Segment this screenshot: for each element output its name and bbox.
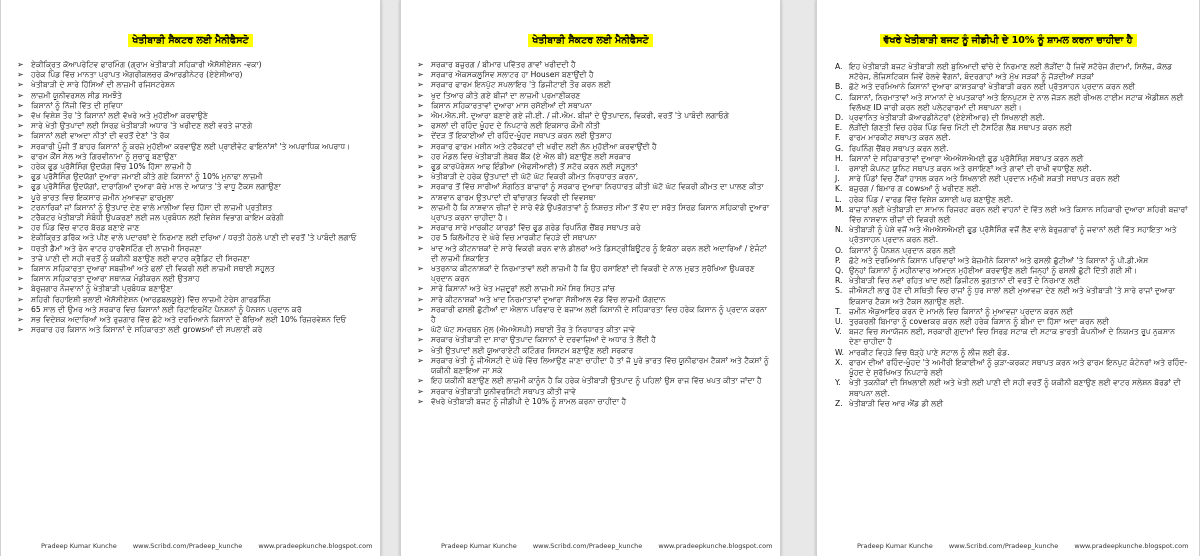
list-item: ➢ ਘੱਟੋ ਘੱਟ ਸਮਰਥਨ ਮੁੱਲ (ਐਮਐਸਪੀ) ਸਥਾਈ ਤੌਰ ਤੇ ਨਿਰਧਾਰਤ ਕੀਤਾ ਜਾਵੇ	[417, 325, 772, 335]
list-item: ➢ ਫੂਡ ਪ੍ਰੋਸੈਸਿੰਗ ਉਦਯੋਗਾਂ ਦੁਆਰਾ ਜਮਾਈ ਕੀਤੇ ਗਏ ਕਿਸਾਨਾਂ ਨੂੰ 10% ਮੁਨਾਫਾ ਲਾਜ਼ਮੀ	[17, 172, 372, 182]
item-marker: Y.	[835, 378, 841, 388]
item-text: ਲੋੜੀਂਦੀ ਗਿਣਤੀ ਵਿਚ ਹਰੇਕ ਪਿੰਡ ਵਿਚ ਮਿੱਟੀ ਦੀ ਟੈਸਟਿੰਗ ਲੈਬ ਸਥਾਪਤ ਕਰਨ ਲਈ	[849, 123, 1072, 133]
list-item: ➢ ਫੂਡ ਕਾਰਪੋਰੇਸ਼ਨ ਆਫ ਇੰਡੀਆ (ਐਫਸੀਆਈ) ਤੋਂ ਸਟੋਰ ਕਰਨ ਲਈ ਸਹੂਲਤਾਂ	[417, 162, 772, 172]
manifesto-list	[417, 60, 772, 407]
item-text: ਫਾਰਮ ਮਾਰਕੀਟ ਸਥਾਪਤ ਕਰਨ ਲਈ.	[849, 133, 951, 143]
list-item: ➢ ਸਾਰੇ ਕਿਸਾਨਾਂ ਅਤੇ ਖੇਤ ਮਜ਼ਦੂਰਾਂ ਲਈ ਲਾਜ਼ਮੀ ਸਮੇਂ ਸਿਰ ਸਿਹਤ ਜਾਂਚ	[417, 284, 772, 294]
list-item	[835, 133, 1189, 143]
list-item: ➢ ਸਾਰੇ ਖੇਤੀ ਉਤਪਾਦਾਂ ਲਈ ਸਿਰਫ਼ ਖੇਤੀਬਾੜੀ ਅਧਾਰ 'ਤੇ ਖਰੀਦਣ ਲਈ ਵਰਤੇ ਜਾਣਗੇ	[17, 121, 372, 131]
item-text: ਖੇਤੀਬਾੜੀ ਵਿਚ ਆਰ ਐਂਡ ਡੀ ਲਈ	[849, 398, 944, 408]
item-marker: M.	[835, 204, 844, 214]
item-text: ਰਸਾਈ ਕੰਪਨਟ ਯੂਨਿਟ ਸਥਾਪਤ ਕਰਨ ਅਤੇ ਰਸਾਇਣਾਂ ਅਤੇ ਗਾਵਾਂ ਦੀ ਰਾਖੀ ਵਧਾਉਣ ਲਈ.	[849, 164, 1092, 174]
footer-scribd: www.Scribd.com/Pradeep_kunche	[132, 542, 243, 550]
list-item: ➢ ਸਰਕਾਰ ਖੇਤੀ ਨੂੰ ਜੀਐਸਟੀ ਦੇ ਘੇਰੇ ਵਿੱਚ ਲਿਆਉਣ ਜਾਣਾ ਚਾਹੀਦਾ ਹੈ ਤਾਂ ਜੋ ਪੂਰੇ ਭਾਰਤ ਵਿੱਚ ਯੂਨੀਫਾਰਮ ਟੈਕਸਾਂ ਅਤੇ ਟੈਕਸਾਂ ਨੂੰ ਯਕੀਨੀ ਬਣਾਇਆ ਜਾ ਸਕੇ	[417, 356, 772, 376]
list-item	[835, 266, 1189, 276]
footer-author: Pradeep Kumar Kunche	[441, 542, 517, 550]
list-item: ➢ ਵੱਖ ਵਿਸ਼ੇਸ਼ ਤੌਰ 'ਤੇ ਕਿਸਾਨਾਂ ਲਈ ਵੱਖਰੇ ਅਤੇ ਮੁਹੱਈਆ ਕਰਵਾਉਣੇ	[17, 111, 372, 121]
list-item	[835, 399, 1189, 409]
list-item: ➢ ਸਰਕਾਰ ਫਾਰਮ ਇਨਪੁੱਟ ਸਪਲਾਇਰ 'ਤੇ ਡਿਜੀਟਾਈ ਤੌਰ ਕਰਨ ਲਈ	[417, 80, 772, 90]
list-item	[835, 327, 1189, 347]
page-gap	[781, 0, 816, 556]
item-marker: K.	[835, 184, 843, 194]
list-item: ➢ ਸਰਕਾਰ ਖੇਤੀਬਾੜੀ ਯੂਨੀਵਰਸਿਟੀ ਸਥਾਪਤ ਕੀਤੀ ਜਾਵੇ	[417, 387, 772, 397]
list-item: ➢ ਖੁਦ ਤਿਆਰ ਕੀਤੇ ਗਏ ਬੀਜਾਂ ਦਾ ਲਾਜ਼ਮੀ ਪ੍ਰਮਾਣੀਕਰਣ	[417, 91, 772, 101]
item-text: ਛੋਟੇ ਅਤੇ ਦਰਮਿਆਨੇ ਕਿਸਾਨਾਂ ਦੁਆਰਾ ਕਾਸ਼ਤਕਾਰਾਂ ਖੇਤੀਬਾੜੀ ਕਰਨ ਲਈ ਪ੍ਰੋਤਸਾਹਨ ਪ੍ਰਦਾਨ ਕਰਨ ਲਈ	[849, 82, 1136, 92]
list-item	[835, 174, 1189, 184]
item-text: ਖੇਤੀ ਤਕਨੀਕਾਂ ਦੀ ਸਿਖਲਾਈ ਲਈ ਅਤੇ ਖੇਤੀ ਲਈ ਪਾਣੀ ਦੀ ਸਹੀ ਵਰਤੋਂ ਨੂੰ ਯਕੀਨੀ ਬਣਾਉਣ ਲਈ ਵਾਟਰ ਸਲੇਸ਼ਨ ਬੋਰਡਾਂ ਦੀ ਸਥਾਪਨਾ ਲਈ.	[849, 378, 1181, 398]
list-item: ➢ ਫਾਰਮ ਕੌਂਸ ਸੇਲ ਅਤੇ ਗਿਰਵੀਨਾਮਾ ਨੂੰ ਸੁਚਾਰੂ ਬਣਾਉਣਾ	[17, 152, 372, 162]
list-item: ➢ ਹਰੇਕ ਪਿੰਡ ਵਿੱਚ ਮਾਨਤਾ ਪ੍ਰਾਪਤ ਐਗਰੀਕਲਚਰ ਕੋਆਰਡੀਨੇਟਰ (ਏਏਸੀਆਰ)	[17, 70, 372, 80]
item-marker: N.	[835, 225, 844, 235]
list-item: ➢ ਸਰਕਾਰ ਸਾਰੇ ਮਾਰਕੀਟ ਯਾਰਡਾਂ ਵਿੱਚ ਫੂਡ ਗਰੇਡ ਰਿਪਨਿੰਗ ਚੈਂਬਰ ਸਥਾਪਤ ਕਰੇ	[417, 223, 772, 233]
list-item: ➢ ਏਕੀਕ੍ਰਿਤ ਕੋਆਪਰੇਟਿਵ ਫਾਰਮਿੰਗ (ਗ੍ਰਾਮ ਖੇਤੀਬਾੜੀ ਸਹਿਕਾਰੀ ਐਸੋਸੀਏਸ਼ਨ -ਵਕਾ)	[17, 60, 372, 70]
list-item: ➢ ਸਰਕਾਰ ਐਕਸਕਲੂਸਿਵ ਸਲਾਟਰ ਹਾ Houseਸ ਬਣਾਉਂਦੀ ਹੈ	[417, 70, 772, 80]
list-item: ➢ ਟਰੈਕਟਰ ਖੇਤੀਬਾੜੀ ਸੰਬੰਧੀ ਉਪਕਰਣਾਂ ਲਈ ਜਲ ਪ੍ਰਬੰਧਨ ਲਈ ਵਿਸ਼ੇਸ਼ ਵਿਭਾਗ ਕਾਇਮ ਕਰੇਗੀ	[17, 213, 372, 223]
list-item: ➢ ਕਿਸਾਨਾਂ ਲਈ ਵਾਅਦਾ ਨੀਤਾਂ ਦੀ ਵਰਤੋਂ ਦੇਣਾਂ 'ਤੇ ਰੋਕ	[17, 131, 372, 141]
page-footer	[817, 542, 1199, 550]
list-item: ➢ ਵੱਖਰੇ ਖੇਤੀਬਾੜੀ ਬਜਟ ਨੂੰ ਜੀਡੀਪੀ ਦੇ 10% ਨੂੰ ਸ਼ਾਮਲ ਕਰਨਾ ਚਾਹੀਦਾ ਹੈ	[417, 397, 772, 407]
list-item: ➢ ਸ਼ਹਿਰੀ ਰਿਹਾਇਸ਼ੀ ਭਲਾਈ ਐਸੋਸੀਏਸ਼ਨ (ਆਰਡਬਲਯੂਏ) ਵਿੱਚ ਲਾਜ਼ਮੀ ਟੇਰੇਸ ਗਾਰਡਨਿੰਗ	[17, 295, 372, 305]
document-page-2	[400, 0, 781, 556]
list-item: ➢ ਸਰਕਾਰ ਫਾਰਮ ਮਸ਼ੀਨ ਅਤੇ ਟਰੈਕਟਰਾਂ ਦੀ ਖਰੀਦ ਲਈ ਲੋਨ ਮੁਹੱਈਆ ਕਰਵਾਉਂਦੀ ਹੈ	[417, 142, 772, 152]
list-item: ➢ ਐਮ.ਐਨ.ਸੀ. ਦੁਆਰਾ ਬਣਾਏ ਗਏ ਜੀ.ਈ. / ਜੀ.ਐਮ. ਬੀਜਾਂ ਦੇ ਉਤਪਾਦਨ, ਵਿਕਰੀ, ਵਰਤੋਂ 'ਤੇ ਪਾਬੰਦੀ ਲਗਾਓਗੇ	[417, 111, 772, 121]
list-item: ➢ ਸਰਕਾਰ ਬਜ਼ੁਰਗ / ਬੀਮਾਰ ਪਵਿੱਤਰ ਗਾਵਾਂ ਖਰੀਦਦੀ ਹੈ	[417, 60, 772, 70]
item-text: ਇਹ ਖੇਤੀਬਾੜੀ ਬਜਟ ਖੇਤੀਬਾੜੀ ਲਈ ਬੁਨਿਆਦੀ ਢਾਂਚੇ ਦੇ ਨਿਰਮਾਣ ਲਈ ਲੋੜੀਂਦਾ ਹੈ ਜਿਵੇਂ ਸਟੋਰੇਜ ਗੋਦਾਮਾਂ, ਸਿਲੋਜ਼, ਕੋਲਡ ਸਟੋਰੇਜ, ਲੌਜਿਸਟਿਕਸ ਜਿਵੇਂ ਰੇਲਵੇ ਵੈਗਨਾਂ, ਬੰਦਰਗਾਹਾਂ ਅਤੇ ਮੁੱਖ ਸੜਕਾਂ ਨੂੰ ਜੋੜਦੀਆਂ ਸੜਕਾਂ	[849, 62, 1173, 82]
item-text: ਜ਼ਮੀਨ ਐਕੁਆਇਰ ਕਰਨ ਦੇ ਮਾਮਲੇ ਵਿਚ ਕਿਸਾਨਾਂ ਨੂੰ ਮੁਆਵਜ਼ਾ ਪ੍ਰਦਾਨ ਕਰਨ ਲਈ	[849, 306, 1074, 316]
footer-blog: www.pradeepkunche.blogspot.com	[258, 542, 373, 550]
item-text: ਬਜ਼ੁਰਗ / ਬਿਮਾਰ ਗ cowsਆਂ ਨੂੰ ਖਰੀਦਣ ਲਈ.	[849, 184, 982, 194]
manifesto-list	[17, 60, 372, 335]
list-item	[835, 286, 1189, 306]
list-item: ➢ ਧਰਤੀ ਡੈਮਾਂ ਅਤੇ ਰੇਨ ਵਾਟਰ ਹਾਰਵੈਸਟਿੰਗ ਦੀ ਲਾਜ਼ਮੀ ਸਿਰਜਣਾ	[17, 244, 372, 254]
item-marker: O.	[835, 245, 844, 255]
list-item	[835, 358, 1189, 378]
list-item	[835, 144, 1189, 154]
item-marker: Z.	[835, 398, 843, 408]
list-item	[835, 205, 1189, 225]
list-item: ➢ ਦੇਂਦੜ ਤੋਂ ਇਕਾਈਆਂ ਦੀ ਰਹਿੰਦ-ਖੂੰਹਦ ਸਥਾਪਤ ਕਰਨ ਲਈ ਉਤਸ਼ਾਹ	[417, 131, 772, 141]
item-marker: I.	[835, 164, 840, 174]
list-item: ➢ ਟਰਨਾਰਿਕਾਂ ਜਾਂ ਕਿਸਾਨਾਂ ਨੂੰ ਉਤਪਾਦ ਦੇਣ ਵਾਲੇ ਮਾਲੀਆ ਵਿਚ ਹਿੱਸਾ ਦੀ ਲਾਜ਼ਮੀ ਪ੍ਰਤੀਸ਼ਤ	[17, 203, 372, 213]
item-text: ਕਿਸਾਨਾਂ ਨੂੰ ਪੈਨਸ਼ਨ ਪ੍ਰਦਾਨ ਕਰਨ ਲਈ	[849, 245, 956, 255]
list-item: ➢ ਤਾਜ਼ੇ ਪਾਣੀ ਦੀ ਸਹੀ ਵਰਤੋਂ ਨੂੰ ਯਕੀਨੀ ਬਣਾਉਣ ਲਈ ਵਾਟਰ ਕ੍ਰੈਡਿਟ ਦੀ ਸਿਰਜਣਾ	[17, 254, 372, 264]
document-page-3	[816, 0, 1200, 556]
item-text: ਉਨ੍ਹਾਂ ਕਿਸਾਨਾਂ ਨੂੰ ਮਹੀਨਾਵਾਰ ਆਮਦਨ ਮੁਹੱਈਆ ਕਰਵਾਉਣ ਲਈ ਜਿਨ੍ਹਾਂ ਨੂੰ ਫਸਲੀ ਛੁੱਟੀ ਦਿੱਤੀ ਗਈ ਸੀ।	[849, 266, 1138, 276]
item-text: ਕਿਸਾਨਾਂ ਦੇ ਸਹਿਕਾਰਤਾਵਾਂ ਦੁਆਰਾ ਐਮਐਸਐਮਈ ਫੂਡ ਪ੍ਰੋਸੈਸਿੰਗ ਸਥਾਪਤ ਕਰਨ ਲਈ	[849, 153, 1084, 163]
item-text: ਜੀਐਸਟੀ ਲਾਗੂ ਹੋਣ ਦੀ ਸਥਿਤੀ ਵਿਚ ਰਾਜਾਂ ਨੂੰ ਧੁਰ ਸਾਲਾਂ ਲਈ ਮੁਆਵਜ਼ਾ ਦੇਣ ਲਈ ਅਤੇ ਖੇਤੀਬਾੜੀ 'ਤੇ ਸਾਰੇ ਰਾਜਾਂ ਦੁਆਰਾ ਇਕਸਾਰ ਟੈਕਸ ਅਤੇ ਟੈਕਸ ਲਗਾਉਣ ਲਈ.	[849, 286, 1176, 306]
list-item: ➢ ਇਹ ਯਕੀਨੀ ਬਣਾਉਣ ਲਈ ਲਾਜ਼ਮੀ ਕਾਨੂੰਨ ਹੈ ਕਿ ਹਰੇਕ ਖੇਤੀਬਾੜੀ ਉਤਪਾਦ ਨੂੰ ਪਹਿਲਾਂ ਉਸ ਰਾਜ ਵਿੱਚ ਖਪਤ ਕੀਤਾ ਜਾਂਦਾ ਹੈ	[417, 376, 772, 386]
page-footer	[401, 542, 780, 550]
item-marker: R.	[835, 276, 843, 286]
item-marker: Q.	[835, 266, 844, 276]
item-marker: S.	[835, 286, 843, 296]
list-item	[835, 113, 1189, 123]
list-item	[835, 378, 1189, 398]
list-item	[835, 93, 1189, 113]
item-text: ਛੋਟੇ ਅਤੇ ਦਰਮਿਆਨੇ ਕਿਸਾਨ ਪਰਿਵਾਰਾਂ ਅਤੇ ਬੇਜ਼ਮੀਨੇ ਕਿਸਾਨਾਂ ਅਤੇ ਫਸਲੀ ਛੁੱਟੀਆਂ 'ਤੇ ਕਿਸਾਨਾਂ ਨੂੰ ਪੀ.ਡੀ.ਐਸ	[849, 255, 1149, 265]
list-item: ➢ ਸਭ ਵਿਦੇਸ਼ਕ ਅਦਾਰਿਆਂ ਅਤੇ ਰੁਜ਼ਗਾਰ ਵਿੱਚ ਛੋਟੇ ਅਤੇ ਦਰਮਿਆਨੇ ਕਿਸਾਨਾਂ ਦੇ ਬੱਚਿਆਂ ਲਈ 10% ਰਿਜ਼ਰਵੇਸ਼ਨ ਦਿਓ	[17, 315, 372, 325]
item-marker: C.	[835, 92, 843, 102]
item-marker: H.	[835, 153, 843, 163]
list-item: ➢ ਲਾਜ਼ਮੀ ਹੈ ਕਿ ਨਾਸ਼ਵਾਨ ਚੀਜ਼ਾਂ ਦੇ ਸਾਰੇ ਵੱਡੇ ਉਪਭੋਗਤਾਵਾਂ ਨੂੰ ਨਿਸ਼ਚਤ ਸੀਮਾ ਤੋਂ ਵੱਧ ਦਾ ਸਰੋਤ ਸਿਰਫ਼ ਕਿਸਾਨ ਸਹਿਕਾਰੀ ਦੁਆਰਾ ਪ੍ਰਾਪਤ ਕਰਨਾ ਚਾਹੀਦਾ ਹੈ।	[417, 203, 772, 223]
item-marker: J.	[835, 174, 840, 184]
item-text: ਬਾਜ਼ਾਰਾਂ ਲਈ ਖੇਤੀਬਾੜੀ ਦਾ ਸਾਮਾਨ ਰਿਜਰਟ ਕਰਨ ਲਈ ਵਾਹਨਾਂ ਦੇ ਵਿੱਤ ਲਈ ਅਤੇ ਕਿਸਾਨ ਸਹਿਕਾਰੀ ਦੁਆਰਾ ਸ਼ਹਿਰੀ ਬਜ਼ਾਰਾਂ ਵਿੱਚ ਨਾਸ਼ਵਾਨ ਚੀਜ਼ਾਂ ਦੀ ਵਿਕਰੀ ਲਈ	[849, 204, 1188, 225]
list-item: ➢ ਖੇਤੀਬਾੜੀ ਦੇ ਹਰੇਕ ਉਤਪਾਦਾਂ ਦੀ ਘੱਟੋ ਘੱਟ ਵਿਕਰੀ ਕੀਮਤ ਨਿਰਧਾਰਤ ਕਰਨਾ,	[417, 172, 772, 182]
item-marker: F.	[835, 133, 841, 143]
list-item: ➢ ਫੂਡ ਪ੍ਰੋਸੈਸਿੰਗ ਉਦਯੋਗਾਂ, ਦਾਰਾਗਿਆਂ ਦੁਆਰਾ ਕੱਚੇ ਮਾਲ ਦੇ ਆਯਾਤ 'ਤੇ ਵਾਧੂ ਟੈਕਸ ਲਗਾਉਣਾ	[17, 182, 372, 192]
item-text: ਕਿਸਾਨਾਂ, ਨਿਰਮਾਤਾਵਾਂ ਅਤੇ ਸਾਮਾਨਾਂ ਦੇ ਖਪਤਕਾਰਾਂ ਅਤੇ ਇਨਪੁਟਸ ਦੇ ਨਾਲ ਜੋੜਨ ਲਈ ਰੀਅਲ ਟਾਈਮ ਸਟਾਕ ਐਡੀਸ਼ਨ ਲਈ ਵਿਲੱਖਣ ID ਜਾਰੀ ਕਰਨ ਲਈ ਪਲੇਟਫਾਰਮਾਂ ਦੀ ਸਥਾਪਨਾ ਲਈ।	[849, 92, 1184, 112]
list-item: ➢ ਏਕੀਕ੍ਰਿਤ ਡਰਿੱਕ ਅਤੇ ਪੀਣ ਵਾਲੇ ਪਦਾਰਥਾਂ ਦੇ ਨਿਰਮਾਣ ਲਈ ਦਰਿਆ / ਧਰਤੀ ਹੇਠਲੇ ਪਾਣੀ ਦੀ ਵਰਤੋਂ 'ਤੇ ਪਾਬੰਦੀ ਲਗਾਓ	[17, 233, 372, 243]
list-item	[835, 123, 1189, 133]
page-title: ਵੱਖਰੇ ਖੇਤੀਬਾੜੀ ਬਜਟ ਨੂੰ ਜੀਡੀਪੀ ਦੇ 10% ਨੂੰ ਸ਼ਾਮਲ ਕਰਨਾ ਚਾਹੀਦਾ ਹੈ	[817, 28, 1199, 47]
budget-list	[835, 62, 1189, 409]
list-item: ➢ ਬੇਰੁਜ਼ਗਾਰ ਨੌਜਵਾਨਾਂ ਨੂੰ ਖੇਤੀਬਾੜੀ ਪ੍ਰਬੰਧਕ ਬਣਾਉਣਾ	[17, 284, 372, 294]
item-marker: T.	[835, 306, 842, 316]
list-item	[835, 307, 1189, 317]
list-item: ➢ ਲਾਜ਼ਮੀ ਯੂਨੀਵਰਸਲ ਸੀਡ ਸਮਝੌਤੇ	[17, 91, 372, 101]
list-item: ➢ 65 ਸਾਲ ਦੀ ਉਮਰ ਅਤੇ ਸਰਕਾਰ ਵਿਚ ਕਿਸਾਨਾਂ ਲਈ ਰਿਟਾਇਰਮੈਂਟ ਪੈਨਸ਼ਨਾਂ ਨੂੰ ਪੈਨਸ਼ਨ ਪ੍ਰਦਾਨ ਕਰੋ	[17, 305, 372, 315]
list-item	[835, 348, 1189, 358]
page-title: ਖੇਤੀਬਾੜੀ ਸੈਕਟਰ ਲਈ ਮੈਨੀਫੈਸਟੋ	[401, 28, 780, 47]
list-item: ➢ ਖਾਦ ਅਤੇ ਕੀਟਨਾਸ਼ਕਾਂ ਦੇ ਸਾਰੇ ਵਿਕਰੀ ਕਰਨ ਵਾਲੇ ਡੀਲਰਾਂ ਅਤੇ ਡਿਸਟ੍ਰੀਬਿਊਟਰ ਨੂੰ ਇਕੱਠਾ ਕਰਨ ਲਈ ਅਦਾਰਿਆਂ / ਏਜੰਟਾਂ ਦੀ ਲਾਜ਼ਮੀ ਸ਼ਿਕਾਇਤ	[417, 244, 772, 264]
list-item: ➢ ਸਰਕਾਰ ਤੋਂ ਵਿੱਚ ਸਾਰੀਆਂ ਸੰਗਠਿਤ ਬਾਜ਼ਾਰਾਂ ਨੂੰ ਸਰਕਾਰ ਦੁਆਰਾ ਨਿਰਧਾਰਤ ਕੀਤੀ ਘੱਟੋ ਘੱਟ ਵਿਕਰੀ ਕੀਮਤ ਦਾ ਪਾਲਣ ਕੀਤਾ	[417, 182, 772, 192]
list-item	[835, 164, 1189, 174]
item-text: ਸਾਰੇ ਪਿੰਡਾਂ ਵਿਚ ਟੈਂਕਾਂ ਹਾਸਲ ਕਰਨ ਅਤੇ ਸਿਖਲਾਈ ਲਈ ਪ੍ਰਦਾਨ ਮਨੁੱਖੀ ਸ਼ਕਤੀ ਸਥਾਪਤ ਕਰਨ ਲਈ	[849, 174, 1120, 184]
list-item: ➢ ਫਸਲਾਂ ਦੀ ਰਹਿੰਦ ਖੂੰਹਦ ਦੇ ਨਿਪਟਾਰੇ ਲਈ ਇਕਸਾਰ ਕੌਮੀ ਨੀਤੀ	[417, 121, 772, 131]
item-marker: X.	[835, 357, 843, 367]
item-marker: D.	[835, 113, 844, 123]
footer-author: Pradeep Kumar Kunche	[41, 542, 117, 550]
list-item: ➢ ਹਰ 5 ਕਿਲੋਮੀਟਰ ਦੇ ਘੇਰੇ ਵਿਚ ਮਾਰਕੀਟ ਵਿਹੜੇ ਦੀ ਸਥਾਪਨਾ	[417, 233, 772, 243]
page-title: ਖੇਤੀਬਾੜੀ ਸੈਕਟਰ ਲਈ ਮੈਨੀਫੈਸਟੋ	[1, 28, 380, 47]
list-item	[835, 82, 1189, 92]
list-item: ➢ ਖਤਰਨਾਕ ਕੀਟਨਾਸ਼ਕਾਂ ਦੇ ਨਿਰਮਾਤਾਵਾਂ ਲਈ ਲਾਜ਼ਮੀ ਹੈ ਕਿ ਉਹ ਰਸਾਇਣਾਂ ਦੀ ਵਿਕਰੀ ਦੇ ਨਾਲ ਮੁਫਤ ਸੁਰੱਖਿਆ ਉਪਕਰਣ ਪ੍ਰਦਾਨ ਕਰਨ	[417, 264, 772, 284]
item-text: ਖੇਤੀਬਾੜੀ ਵਿਚ ਨਵਾਂ ਰਹਿਤ ਖਾਦ ਲਈ ਡਿਜੀਟਲ ਭੁਗਤਾਨਾਂ ਦੀ ਵਰਤੋਂ ਦੇ ਨਿਰਮਾਣ ਲਈ	[849, 276, 1081, 286]
item-marker: P.	[835, 255, 841, 265]
item-marker: E.	[835, 123, 843, 133]
item-marker: U.	[835, 317, 843, 327]
item-marker: L.	[835, 194, 842, 204]
item-text: ਪ੍ਰਵਾਨਿਤ ਖੇਤੀਬਾੜੀ ਕੋਆਰਡੀਨੇਟਰਾਂ (ਏਏਸੀਆਰ) ਦੀ ਸਿਖਲਾਈ ਲਈ.	[849, 113, 1045, 123]
list-item: ➢ ਸਾਰੇ ਕੀਟਨਾਸ਼ਕਾਂ ਅਤੇ ਖਾਦ ਨਿਰਮਾਤਾਵਾਂ ਦੁਆਰਾ ਸੋਸ਼ੀਆਲ ਵੱਡ ਵਿੱਚ ਲਾਜ਼ਮੀ ਯੋਗਦਾਨ	[417, 295, 772, 305]
list-item	[835, 184, 1189, 194]
document-page-1	[0, 0, 381, 556]
list-item: ➢ ਸਰਕਾਰੀ ਪੂੰਜੀ ਤੋਂ ਬਾਹਰ ਕਿਸਾਨਾਂ ਨੂੰ ਕਰਜ਼ੇ ਮੁਹੱਈਆ ਕਰਵਾਉਣ ਲਈ ਪ੍ਰਾਈਵੇਟ ਫਾਇਨਾਂਸਾਂ 'ਤੇ ਅਪਰਾਧਿਕ ਅਪਰਾਧ।	[17, 142, 372, 152]
list-item	[835, 62, 1189, 82]
list-item: ➢ ਹਰ ਮੰਡਲ ਵਿਚ ਖੇਤੀਬਾੜੀ ਲੇਬਰ ਬੈਂਕ (ਏ ਐਲ ਬੀ) ਬਣਾਉਣ ਲਈ ਸਰਕਾਰ	[417, 152, 772, 162]
list-item: ➢ ਕਿਸਾਨ ਸਹਿਕਾਰਤਾ ਦੁਆਰਾ ਸਬਜ਼ੀਆਂ ਅਤੇ ਫਲਾਂ ਦੀ ਵਿਕਰੀ ਲਈ ਲਾਜ਼ਮੀ ਸਥਾਈ ਸਹੂਲਤ	[17, 264, 372, 274]
page-footer	[1, 542, 380, 550]
item-marker: A.	[835, 62, 843, 71]
footer-scribd: www.Scribd.com/Pradeep_kunche	[948, 542, 1059, 550]
footer-blog: www.pradeepkunche.blogspot.com	[658, 542, 773, 550]
list-item	[835, 195, 1189, 205]
item-text: ਹਰੇਕ ਪਿੰਡ / ਵਾਰਡ ਵਿੱਚ ਵਿਸ਼ੇਸ਼ ਕਸਾਈ ਘਰ ਬਣਾਉਣ ਲਈ.	[849, 194, 1014, 204]
list-item: ➢ ਕਿਸਾਨਾਂ ਨੂੰ ਨਿੱਜੀ ਵਿੱਤ ਦੀ ਸੁਵਿਧਾ	[17, 101, 372, 111]
page-gap	[381, 0, 400, 556]
footer-blog: www.pradeepkunche.blogspot.com	[1074, 542, 1189, 550]
item-text: ਮਾਰਕੀਟ ਵਿਹੜੇ ਵਿਚ ਥੋੜ੍ਹੇ ਪਾਣੇ ਸਟਾਲ ਨੂੰ ਲੀਜ ਲਈ ਫੰਡ.	[849, 347, 1010, 357]
footer-scribd: www.Scribd.com/Pradeep_kunche	[532, 542, 643, 550]
item-marker: V.	[835, 327, 842, 337]
list-item: ➢ ਹਰ ਪਿੰਡ ਵਿੱਚ ਵਾਟਰ ਬੋਰਡ ਬਣਾਏ ਜਾਣ	[17, 223, 372, 233]
list-item	[835, 246, 1189, 256]
list-item: ➢ ਪੂਰੇ ਭਾਰਤ ਵਿਚ ਇਕਸਾਰ ਜ਼ਮੀਨ ਮੁਆਵਜ਼ਾ ਫਾਰਮੂਲਾ	[17, 193, 372, 203]
list-item	[835, 317, 1189, 327]
list-item: ➢ ਸਰਕਾਰੀ ਫਸਲੀ ਛੁੱਟੀਆਂ ਦਾ ਐਲਾਨ ਪਰਿਵਾਰ ਦੇ ਬਜਾਅ ਲਈ ਕਿਸਾਨੀ ਦੇ ਸਹਿਕਾਰਤਾ ਵਿਚ ਹਰੇਕ ਕਿਸਾਨ ਨੂੰ ਪ੍ਰਦਾਨ ਕਰਨਾ ਹੈ	[417, 305, 772, 325]
item-marker: B.	[835, 82, 843, 92]
item-text: ਬਜਟ ਵਿਚ ਸਮਾਯੋਜਨ ਲਈ, ਸਰਕਾਰੀ ਗੁਦਾਮਾਂ ਵਿਚ ਸਿਰਫ਼ ਸਟਾਕ ਦੀ ਸਟਾਕ ਭਾਰਤੀ ਕੰਪਨੀਆਂ ਦੇ ਨਿਯਮਤ ਰੂਪ ਨੁਕਸਾਨ ਦੇਣਾ ਚਾਹੀਦਾ ਹੈ	[849, 327, 1175, 347]
list-item: ➢ ਖੇਤੀ ਉਤਪਾਦਾਂ ਲਈ ਯੂਆਰਾਏਟੀ ਕਟਿੰਗਰ ਸਿਸਟਮ ਬਣਾਉਣ ਲਈ ਸਰਕਾਰ	[417, 346, 772, 356]
item-marker: G.	[835, 143, 844, 153]
item-text: ਫਾਰਮ ਦੀਆਂ ਰਹਿੰਦ-ਖੂੰਹਦ 'ਤੇ ਅਮੀਰੀ ਇਕਾਈਆਂ ਨੂੰ ਕੁੜਾ-ਕਰਕਟ ਸਥਾਪਤ ਕਰਨ ਅਤੇ ਫਾਰਮ ਇਨਪੁਟ ਕੰਟੇਨਰਾਂ ਅਤੇ ਰਹਿੰਦ-ਖੂੰਹਦ ਦੇ ਸੁਰੱਖਿਅਤ ਨਿਪਟਾਰੇ ਲਈ	[849, 357, 1188, 378]
list-item: ➢ ਹਰੇਕ ਫੂਡ ਪ੍ਰੋਸੈਸਿੰਗ ਉਦਯੋਗ ਵਿੱਚ 10% ਹਿੱਸਾ ਲਾਜ਼ਮੀ ਹੈ	[17, 162, 372, 172]
list-item: ➢ ਸਰਕਾਰ ਹਰ ਕਿਸਾਨ ਅਤੇ ਕਿਸਾਨਾਂ ਦੇ ਸਹਿਕਾਰਤਾ ਲਈ growsਆਂ ਦੀ ਸਪਲਾਈ ਕਰੇ	[17, 325, 372, 335]
list-item	[835, 154, 1189, 164]
list-item: ➢ ਖੇਤੀਬਾੜੀ ਦੇ ਸਾਰੇ ਹਿੱਸਿਆਂ ਦੀ ਲਾਜ਼ਮੀ ਰਜਿਸਟਰੇਸ਼ਨ	[17, 80, 372, 90]
list-item: ➢ ਕਿਸਾਨ ਸਹਿਕਾਰਤਾਵਾਂ ਦੁਆਰਾ ਮਾਸ ਰਸੋਈਆਂ ਦੀ ਸਥਾਪਨਾ	[417, 101, 772, 111]
item-text: ਖੇਤੀਬਾੜੀ ਨੂੰ ਪੇਸ਼ੇ ਵਜੋਂ ਅਤੇ ਐਮਐਸਐਮਈ ਫੂਡ ਪ੍ਰੋਸੈਸਿੰਗ ਵਜੋਂ ਲੈਣ ਵਾਲੇ ਬੇਰੁਜ਼ਗਾਰਾਂ ਨੂੰ ਜਵਾਨਾਂ ਲਈ ਵਿੱਤ ਸਹਾਇਤਾ ਅਤੇ ਪ੍ਰੋਤਸਾਹਨ ਪ੍ਰਦਾਨ ਕਰਨ ਲਈ.	[849, 225, 1177, 245]
list-item: ➢ ਸਰਕਾਰ ਖੇਤੀਬਾੜੀ ਦਾ ਸਾਰਾ ਉਤਪਾਦ ਕਿਸਾਨਾਂ ਦੇ ਦਰਵਾਜ਼ਿਆਂ ਦੇ ਅਧਾਰ ਤੇ ਲੈਂਦੀ ਹੈ	[417, 335, 772, 345]
list-item	[835, 225, 1189, 245]
list-item: ➢ ਕਿਸਾਨ ਸਹਿਕਾਰਤਾ ਦੁਆਰਾ ਸਥਾਨਕ ਮੰਡੀਕਰਨ ਲਈ ਉਤਸ਼ਾਹ	[17, 274, 372, 284]
list-item: ➢ ਨਾਸ਼ਵਾਨ ਫਾਰਮ ਉਤਪਾਦਾਂ ਦੀ ਢਾਂਚਾਗਤ ਵਿਕਰੀ ਦੀ ਵਿਵਸਥਾ	[417, 193, 772, 203]
list-item	[835, 276, 1189, 286]
item-marker: W.	[835, 347, 845, 357]
list-item	[835, 256, 1189, 266]
item-text: ਰਿਪਨਿੰਗ ਚੈਂਬਰ ਸਥਾਪਤ ਕਰਨ ਲਈ.	[849, 143, 949, 153]
item-text: ਤੁਰਕਰਲੀ ਬਿਮਾਰਾ ਨੂੰ coverਕਰ ਕਰਨ ਲਈ ਹਰੇਕ ਕਿਸਾਨ ਨੂੰ ਬੀਮਾ ਦਾ ਹਿੱਸਾ ਅਦਾ ਕਰਨ ਲਈ	[849, 317, 1109, 327]
footer-author: Pradeep Kumar Kunche	[857, 542, 933, 550]
